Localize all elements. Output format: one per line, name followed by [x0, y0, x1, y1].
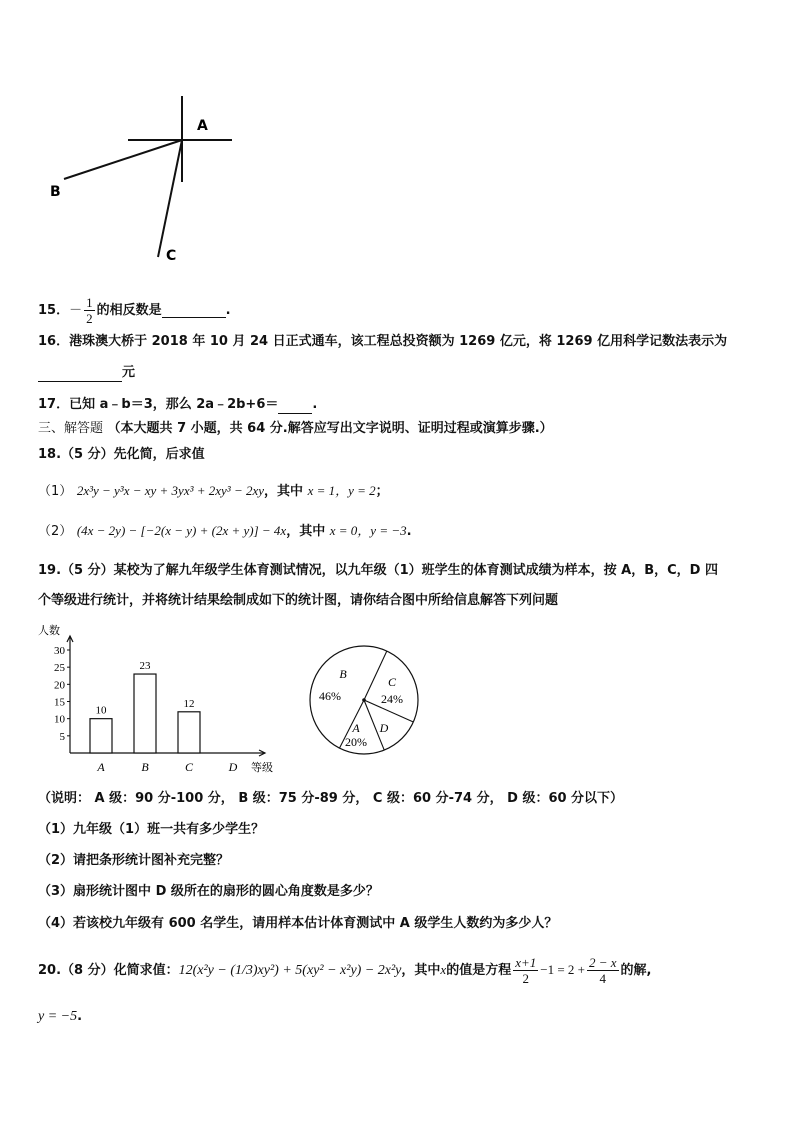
q16-unit: 元	[122, 365, 136, 380]
x-axis-label: 等级	[251, 762, 273, 774]
y-tick-label: 20	[54, 679, 65, 692]
q20-frac1	[513, 955, 538, 986]
q18-p2-cond: x = 0，y = −3	[329, 523, 407, 538]
label-c: C	[166, 248, 177, 264]
q15-answer-blank[interactable]	[162, 303, 226, 318]
q20-frac2-num: 2 − x	[589, 955, 617, 970]
q19-sub2: （2）请把条形统计图补充完整？	[38, 853, 230, 868]
pie-center	[362, 698, 366, 702]
q18-p1-cond-pre: ，其中	[264, 484, 304, 499]
q20-frac1-num: x+1	[515, 955, 537, 970]
q18-p2-expr: (4x − 2y) − [−2(x − y) + (2x + y)] − 4x	[76, 523, 287, 538]
q15-fraction	[84, 295, 95, 326]
bar-data-label: 23	[139, 660, 151, 673]
q19-sub3: （3）扇形统计图中 D 级所在的扇形的圆心角度数是多少？	[38, 884, 379, 899]
q19-note: （说明： A 级：90 分-100 分， B 级：75 分-89 分， C 级：60 分-74 分， D 级：60 分以下）	[38, 791, 624, 806]
question-16: 16．港珠澳大桥于 2018 年 10 月 24 日正式通车，该工程总投资额为 1269 亿元，将 1269 亿用科学记数法表示为	[38, 334, 728, 349]
bar-data-label: 12	[183, 697, 195, 710]
question-16-line2	[38, 364, 135, 382]
bar-b	[134, 674, 156, 753]
pie-slice-label-b: B	[339, 667, 347, 681]
q20-prefix: 20.（8 分）化简求值：	[38, 963, 179, 978]
q15-end: .	[225, 303, 231, 318]
question-15	[38, 290, 231, 330]
label-a: A	[197, 118, 208, 134]
q15-frac-den: 2	[86, 311, 93, 326]
q19-sub4: （4）若该校九年级有 600 名学生，请用样本估计体育测试中 A 级学生人数约为多少人？	[38, 916, 558, 931]
pie-slice-label-d: D	[379, 721, 389, 735]
pie-slice-label-c: C	[387, 675, 397, 689]
question-20-line2	[38, 1008, 82, 1026]
q18-p1-cond: x = 1，y = 2	[307, 483, 376, 498]
question-19-line2: 个等级进行统计，并将统计结果绘制成如下的统计图，请你结合图中所给信息解答下列问题	[38, 593, 559, 608]
question-19-line1: 19.（5 分）某校为了解九年级学生体育测试情况，以九年级（1）班学生的体育测试成绩为样本，按 A，B，C，D 四	[38, 563, 718, 578]
pie-slice-percent-b: 46%	[319, 689, 341, 703]
question-20: 20.（8 分）化简求值：12(x²y − (1/3)xy²) + 5(xy² − x²y) − 2x²y，其中x的值是方程 $\frac{x+1}{2}$ −1 = 2 + $\frac{2 - x}{4}$ 的解,	[38, 955, 652, 986]
q17-answer-blank[interactable]	[278, 399, 312, 414]
angle-figure	[40, 90, 260, 270]
bar-c	[178, 712, 200, 753]
q20-mid: ，其中	[401, 963, 441, 978]
q20-y-value: y = −5	[38, 1009, 78, 1024]
question-18-part2	[38, 522, 412, 541]
q20-mid2: 的值是方程	[446, 963, 512, 978]
y-axis-label: 人数	[38, 625, 60, 637]
q20-end: .	[77, 1009, 83, 1024]
bar-a	[90, 719, 112, 753]
q19-sub1: （1）九年级（1）班一共有多少学生？	[38, 822, 265, 837]
x-tick-label: D	[228, 760, 238, 774]
q18-p1-expr: 2x³y − y³x − xy + 3yx³ + 2xy³ − 2xy	[76, 483, 265, 498]
q15-sign: －	[69, 302, 83, 317]
q17-end: .	[312, 397, 318, 412]
question-18-title: 18.（5 分）先化简，后求值	[38, 447, 205, 462]
q20-expr: 12(x²y − (1/3)xy²) + 5(xy² − x²y) − 2x²y	[178, 963, 402, 978]
y-tick-label: 10	[54, 713, 65, 726]
q17-text: 17．已知 a﹣b＝3，那么 2a﹣2b+6＝	[38, 397, 279, 412]
y-tick-label: 5	[59, 730, 65, 743]
q18-p2-label: （2）	[38, 524, 73, 539]
x-tick-label: C	[184, 760, 194, 774]
q20-frac2-den: 4	[599, 971, 607, 986]
question-18-part1	[38, 482, 389, 501]
x-tick-label: A	[97, 760, 105, 774]
label-b: B	[50, 184, 61, 200]
q15-text: 的相反数是	[96, 303, 162, 318]
q18-p1-end: ；	[375, 484, 389, 499]
q18-p1-label: （1）	[38, 484, 73, 499]
section-3-desc: （本大题共 7 小题，共 64 分.解答应写出文字说明、证明过程或演算步骤.）	[107, 421, 553, 436]
pie-chart	[300, 638, 430, 768]
section-3-title: 三、解答题	[38, 421, 104, 436]
y-tick-label: 25	[54, 662, 65, 675]
y-tick-label: 30	[54, 645, 65, 657]
question-17	[38, 396, 317, 414]
ray-ob	[64, 140, 182, 179]
q20-frac2	[587, 955, 619, 986]
pie-slice-percent-a: 20%	[345, 735, 367, 749]
q15-frac-num: 1	[86, 295, 93, 310]
y-tick-label: 15	[54, 696, 65, 709]
q16-answer-blank[interactable]	[38, 367, 122, 382]
q20-eq-mid: −1 = 2 +	[540, 962, 585, 977]
bar-chart	[30, 618, 290, 778]
bar-data-label: 10	[95, 704, 107, 717]
pie-slice-label-a: A	[352, 721, 360, 735]
q18-p2-cond-pre: ，其中	[286, 524, 326, 539]
q15-number: 15．	[38, 303, 70, 318]
q18-p2-end: .	[406, 524, 412, 539]
q20-post: 的解,	[620, 963, 652, 978]
q20-frac1-den: 2	[522, 971, 529, 986]
x-tick-label: B	[141, 760, 149, 774]
section-3-heading	[38, 420, 553, 438]
ray-oc	[158, 140, 182, 257]
pie-slice-percent-c: 24%	[381, 692, 403, 706]
